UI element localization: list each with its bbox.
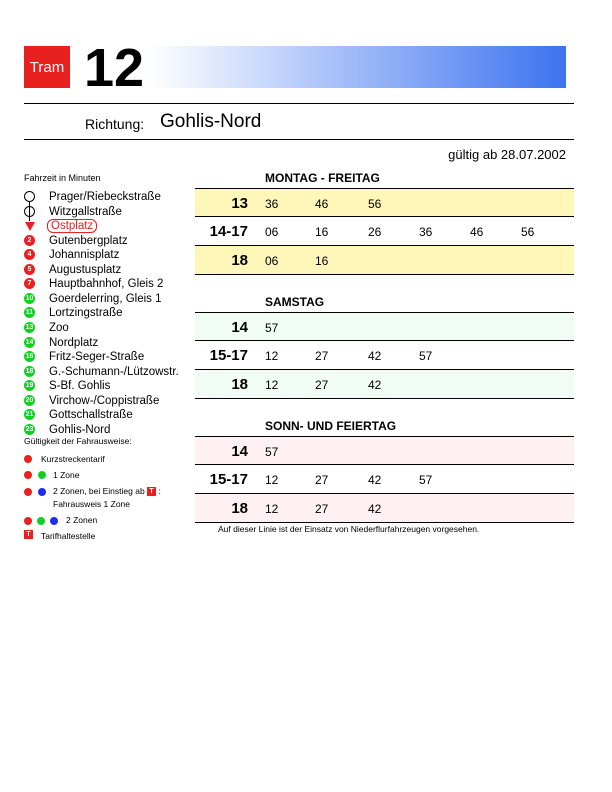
minute-cell: 57: [265, 445, 279, 459]
tram-badge: [24, 46, 70, 88]
stop-minute-badge: 23: [25, 425, 34, 433]
minute-cell: 56: [521, 225, 535, 239]
stop-item: [24, 336, 194, 350]
hour-cell: 15-17: [209, 471, 248, 488]
stop-name: Augustusplatz: [49, 263, 122, 276]
tarif-stop-icon: T: [147, 487, 156, 496]
valid-from: gültig ab 28.07.2002: [448, 147, 566, 162]
stop-minute-badge: 13: [25, 323, 34, 331]
minute-cell: 36: [419, 225, 433, 239]
header-gradient-bar: [148, 46, 566, 88]
stop-name: Gohlis-Nord: [49, 423, 111, 436]
stop-item: [24, 234, 194, 248]
minute-cell: 57: [419, 349, 433, 363]
legend-title: Gültigkeit der Fahrausweise:: [24, 436, 132, 446]
stop-item: [24, 277, 194, 291]
empty-circle-icon: [24, 191, 35, 202]
stop-item: [24, 350, 194, 364]
hour-cell: 15-17: [209, 347, 248, 364]
stop-item: [24, 292, 194, 306]
legend-zone1: 1 Zone: [53, 470, 80, 480]
stop-minute-badge: 16: [25, 353, 34, 361]
stop-item: [24, 263, 194, 277]
minute-cell: 42: [368, 502, 382, 516]
hour-cell: 14: [231, 443, 248, 460]
minute-cell: 56: [368, 197, 382, 211]
minute-cell: 16: [315, 254, 329, 268]
minute-cell: 36: [265, 197, 279, 211]
stop-name: Fritz-Seger-Straße: [49, 351, 145, 364]
stop-item: [24, 423, 194, 437]
red-dot-icon: [24, 517, 32, 525]
stop-minute-badge: 7: [24, 278, 35, 289]
stop-minute-badge: 18: [25, 367, 34, 375]
stop-minute-badge: 5: [24, 264, 35, 275]
fahrzeit-label: Fahrzeit in Minuten: [24, 173, 101, 183]
green-dot-icon: [37, 517, 45, 525]
minute-cell: 26: [368, 225, 382, 239]
stop-name: Zoo: [49, 321, 69, 334]
minute-cell: 42: [368, 378, 382, 392]
stop-minute-badge: 21: [25, 411, 34, 419]
stop-item: [24, 379, 194, 393]
minute-cell: 12: [265, 502, 279, 516]
minute-cell: 12: [265, 473, 279, 487]
stop-minute-badge: 19: [25, 382, 34, 390]
hour-cell: 14: [231, 319, 248, 336]
legend-kurzstrecke: Kurzstreckentarif: [41, 454, 105, 464]
divider-middle: [24, 139, 574, 140]
schedule-row: [195, 312, 574, 341]
stop-minute-badge: 4: [24, 249, 35, 260]
minute-cell: 46: [315, 197, 329, 211]
stop-name: Gottschallstraße: [49, 409, 133, 422]
stop-item: [24, 408, 194, 422]
stop-item: [24, 248, 194, 262]
schedule-section-title: MONTAG - FREITAG: [265, 171, 380, 185]
minute-cell: 27: [315, 349, 329, 363]
red-dot-icon: [24, 488, 32, 496]
hour-cell: 18: [231, 500, 248, 517]
legend-zone2-text: 2 Zonen, bei Einstieg ab: [53, 486, 145, 496]
tarif-stop-icon: T: [24, 530, 33, 539]
stop-item: [24, 394, 194, 408]
minute-cell: 06: [265, 225, 279, 239]
low-floor-note: Auf dieser Linie ist der Einsatz von Niederflurfahrzeugen vorgesehen.: [218, 524, 480, 534]
minute-cell: 42: [368, 473, 382, 487]
blue-dot-icon: [50, 517, 58, 525]
schedule-row: [195, 465, 574, 494]
hour-cell: 14-17: [209, 223, 248, 240]
schedule-row: [195, 188, 574, 217]
hour-cell: 13: [231, 195, 248, 212]
legend-zone2-line2: Fahrausweis 1 Zone: [53, 499, 131, 509]
stop-name: S-Bf. Gohlis: [49, 380, 111, 393]
minute-cell: 12: [265, 349, 279, 363]
stop-name: Prager/Riebeckstraße: [49, 191, 161, 203]
stop-item: [24, 365, 194, 379]
stop-name: Johannisplatz: [49, 249, 120, 262]
minute-cell: 16: [315, 225, 329, 239]
minute-cell: 27: [315, 473, 329, 487]
stop-name: Ostplatz: [47, 219, 97, 233]
direction-label: Richtung:: [85, 116, 145, 132]
stop-item: [24, 306, 194, 320]
stop-item: [24, 205, 194, 219]
stop-minute-badge: 11: [25, 309, 34, 317]
hour-cell: 18: [231, 376, 248, 393]
schedule-row: [195, 341, 574, 370]
minute-cell: 57: [419, 473, 433, 487]
stop-name: Goerdelerring, Gleis 1: [49, 292, 162, 305]
schedule-row: [195, 436, 574, 465]
stop-connector-line: [29, 202, 30, 221]
stop-name: Witzgallstraße: [49, 205, 122, 218]
legend-colon: :: [158, 486, 161, 496]
schedule-section-title: SONN- UND FEIERTAG: [265, 419, 397, 433]
legend-zone2b: 2 Zonen: [66, 515, 98, 525]
stop-minute-badge: 20: [25, 396, 34, 404]
green-dot-icon: [38, 471, 46, 479]
stop-item: [24, 190, 194, 204]
stop-name: Nordplatz: [49, 336, 99, 349]
current-stop-arrow-icon: [24, 220, 35, 231]
tram-badge-label: Tram: [29, 58, 65, 76]
red-dot-icon: [24, 455, 32, 463]
minute-cell: 27: [315, 502, 329, 516]
hour-cell: 18: [231, 252, 248, 269]
stop-item: [24, 219, 194, 233]
schedule-row: [195, 370, 574, 399]
schedule-section-title: SAMSTAG: [265, 295, 325, 309]
stop-name: Hauptbahnhof, Gleis 2: [49, 278, 164, 291]
legend-zone2: [53, 486, 161, 496]
stop-name: Gutenbergplatz: [49, 234, 128, 247]
minute-cell: 46: [470, 225, 484, 239]
minute-cell: 57: [265, 321, 279, 335]
stop-minute-badge: 2: [24, 235, 35, 246]
blue-dot-icon: [38, 488, 46, 496]
direction-value: Gohlis-Nord: [160, 111, 262, 132]
red-dot-icon: [24, 471, 32, 479]
minute-cell: 42: [368, 349, 382, 363]
schedule-row: [195, 494, 574, 523]
schedule-row: [195, 217, 574, 246]
stop-name: Lortzingstraße: [49, 307, 123, 320]
stop-item: [24, 321, 194, 335]
stop-minute-badge: 14: [25, 338, 34, 346]
stop-minute-badge: 10: [25, 294, 34, 302]
stop-name: G.-Schumann-/Lützowstr.: [49, 365, 179, 378]
stop-name: Virchow-/Coppistraße: [49, 394, 160, 407]
minute-cell: 27: [315, 378, 329, 392]
minute-cell: 12: [265, 378, 279, 392]
schedule-row: [195, 246, 574, 275]
legend-tarif: Tarifhaltestelle: [41, 531, 96, 541]
minute-cell: 06: [265, 254, 279, 268]
divider-top: [24, 103, 574, 104]
line-number: 12: [84, 38, 145, 98]
